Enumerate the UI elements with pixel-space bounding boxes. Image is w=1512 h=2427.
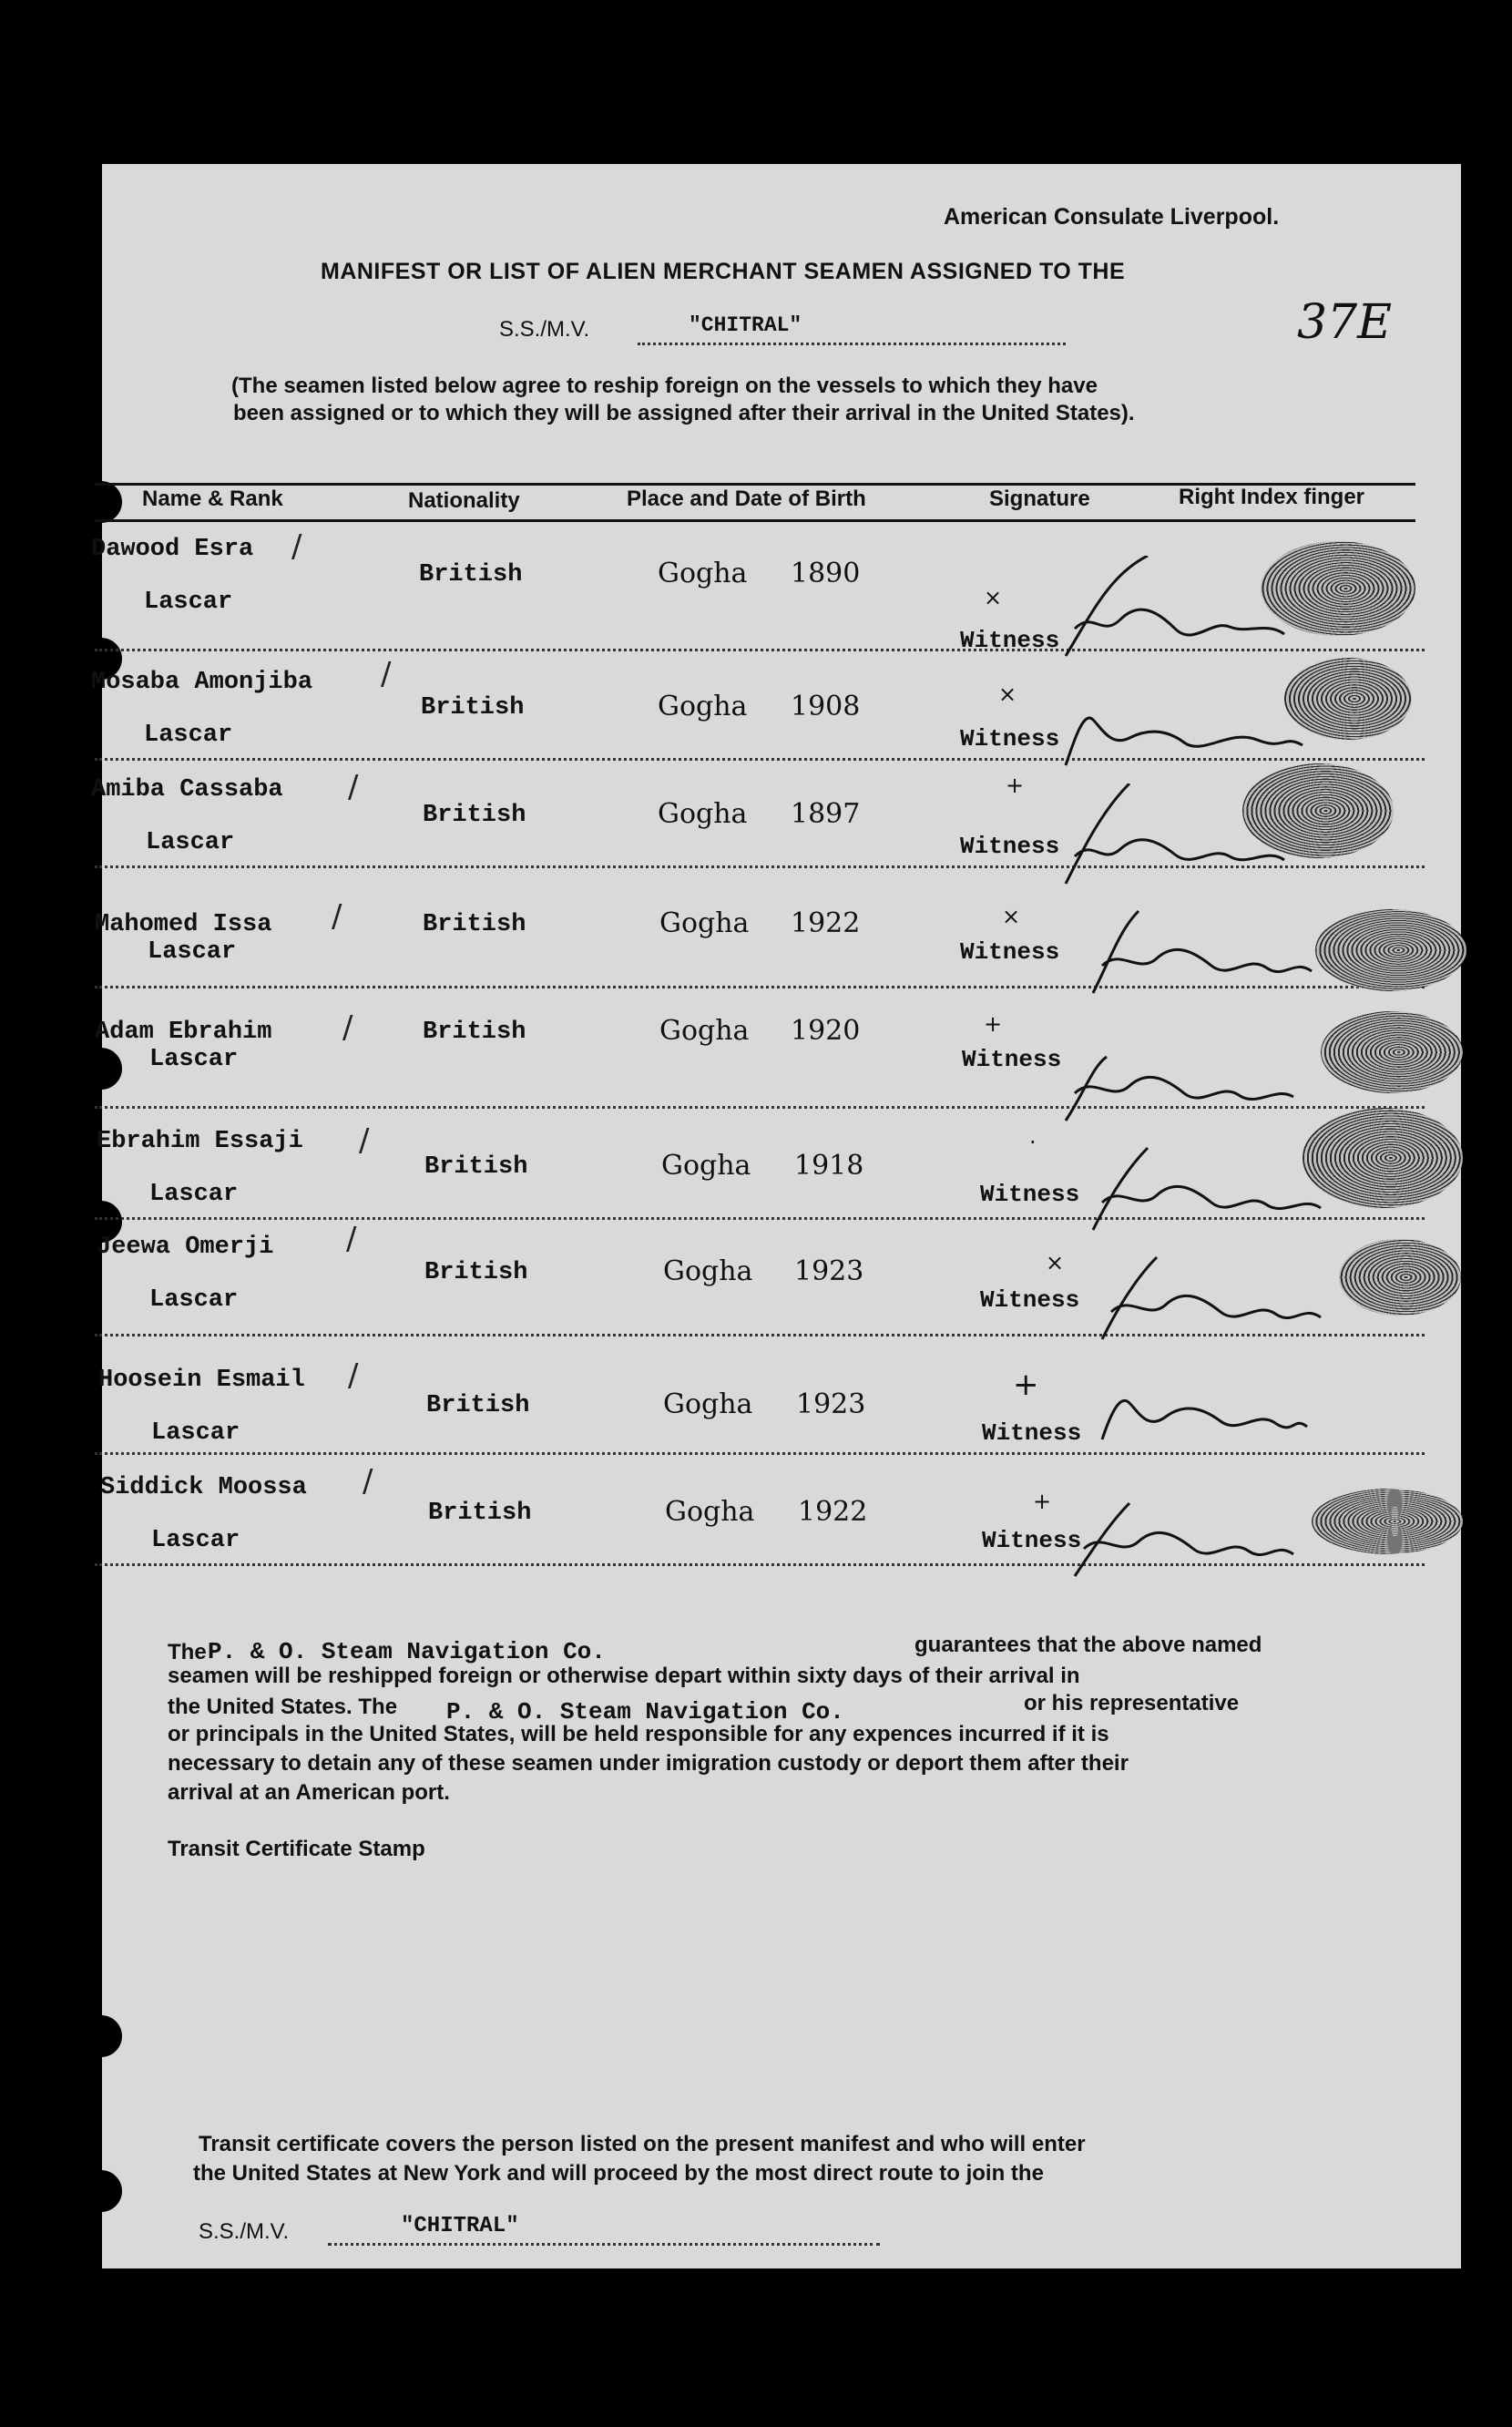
witness-label: Witness <box>980 1181 1080 1208</box>
cross-mark: + <box>1033 1489 1052 1514</box>
witness-signature <box>1057 1029 1303 1130</box>
witness-signature <box>1093 1248 1330 1348</box>
guarantee-line5: necessary to detain any of these seamen under imigration custody or deport them after their <box>168 1751 1129 1776</box>
transit-ship-label: S.S./M.V. <box>199 2219 290 2244</box>
seaman-name: Adam Ebrahim <box>95 1019 272 1046</box>
col-birth: Place and Date of Birth <box>627 486 866 511</box>
check-mark: / <box>348 1357 359 1394</box>
seaman-rank: Lascar <box>144 722 233 749</box>
witness-label: Witness <box>982 1419 1082 1447</box>
fingerprint-image <box>1339 1239 1461 1316</box>
cross-mark: × <box>984 585 1003 610</box>
seaman-name: Mahomed Issa <box>95 911 272 938</box>
witness-label: Witness <box>960 833 1060 860</box>
birth-year: 1918 <box>794 1150 864 1182</box>
birth-place: Gogha <box>663 1255 753 1287</box>
birth-year: 1923 <box>794 1255 864 1287</box>
seaman-name: Dawood Esra <box>91 536 254 563</box>
birth-place: Gogha <box>665 1496 755 1528</box>
punch-hole <box>80 481 122 523</box>
witness-signature <box>1093 1367 1312 1449</box>
fingerprint-image <box>1315 909 1466 991</box>
cross-mark: × <box>998 681 1017 707</box>
guarantee-line3a: the United States. The <box>168 1695 398 1719</box>
ship-name: "CHITRAL" <box>689 313 802 337</box>
fingerprint-image <box>1261 541 1415 636</box>
birth-year: 1920 <box>791 1015 861 1047</box>
witness-label: Witness <box>980 1286 1080 1314</box>
witness-label: Witness <box>960 627 1060 654</box>
col-nationality: Nationality <box>408 488 520 513</box>
seaman-rank: Lascar <box>149 1046 239 1073</box>
seaman-rank: Lascar <box>149 1286 239 1314</box>
seaman-nationality: British <box>423 911 526 938</box>
seaman-nationality: British <box>428 1500 532 1527</box>
seaman-rank: Lascar <box>151 1527 240 1554</box>
col-name-rank: Name & Rank <box>142 486 283 511</box>
cross-mark: × <box>1002 904 1021 929</box>
ship-label: S.S./M.V. <box>499 317 590 342</box>
fingerprint-image <box>1321 1011 1463 1093</box>
birth-year: 1922 <box>798 1496 868 1528</box>
seaman-rank: Lascar <box>151 1419 240 1447</box>
check-mark: / <box>346 1221 357 1257</box>
check-mark: / <box>291 528 302 565</box>
seaman-nationality: British <box>424 1259 528 1286</box>
check-mark: / <box>342 1009 353 1046</box>
birth-place: Gogha <box>658 798 748 830</box>
check-mark: / <box>332 898 342 935</box>
check-mark: / <box>359 1122 370 1159</box>
page-mark: 37E <box>1297 295 1393 350</box>
seaman-nationality: British <box>426 1392 530 1419</box>
witness-signature <box>1084 1139 1330 1239</box>
seaman-name: Ebrahim Essaji <box>97 1128 303 1155</box>
seaman-name: Amiba Cassaba <box>91 776 283 804</box>
punch-hole <box>80 2170 122 2212</box>
transit-stamp-label: Transit Certificate Stamp <box>168 1837 425 1861</box>
witness-signature <box>1038 556 1303 665</box>
header-rule-bottom <box>95 519 1415 522</box>
seaman-rank: Lascar <box>149 1181 239 1208</box>
seaman-nationality: British <box>419 561 523 589</box>
birth-place: Gogha <box>658 558 748 589</box>
punch-hole <box>80 1048 122 1090</box>
seaman-nationality: British <box>423 802 526 829</box>
seaman-name: Siddick Moossa <box>100 1474 307 1501</box>
row-divider <box>95 1452 1425 1455</box>
note-line-1: (The seamen listed below agree to reship foreign on the vessels to which they have <box>231 374 1098 398</box>
witness-signature <box>1084 902 1321 1002</box>
birth-year: 1890 <box>791 558 861 589</box>
birth-year: 1923 <box>796 1388 866 1420</box>
guarantee-the: The <box>168 1640 207 1664</box>
witness-label: Witness <box>982 1527 1082 1554</box>
transit-line2: the United States at New York and will proceed by the most direct route to join the <box>193 2161 1044 2186</box>
seaman-name: Jeewa Omerji <box>97 1234 274 1261</box>
guarantee-line1: guarantees that the above named <box>914 1633 1262 1657</box>
col-signature: Signature <box>989 486 1090 511</box>
birth-place: Gogha <box>658 691 748 722</box>
fingerprint-image <box>1312 1489 1463 1554</box>
birth-year: 1908 <box>791 691 861 722</box>
guarantee-line4: or principals in the United States, will be held responsible for any expences incurred if it is <box>168 1722 1109 1746</box>
seaman-nationality: British <box>423 1019 526 1046</box>
seaman-nationality: British <box>421 694 525 722</box>
check-mark: / <box>381 656 392 692</box>
guarantee-line3-company: P. & O. Steam Navigation Co. <box>446 1698 844 1726</box>
fingerprint-image <box>1303 1108 1463 1208</box>
ship-name-line <box>638 343 1066 345</box>
seaman-rank: Lascar <box>146 829 235 856</box>
birth-year: 1897 <box>791 798 861 830</box>
fingerprint-image <box>1242 763 1394 858</box>
guarantee-company: P. & O. Steam Navigation Co. <box>208 1638 606 1665</box>
check-mark: / <box>363 1463 373 1500</box>
birth-year: 1922 <box>791 907 861 939</box>
seaman-name: Hoosein Esmail <box>98 1367 305 1394</box>
cross-mark: + <box>1013 1367 1039 1403</box>
cross-mark: × <box>1046 1250 1065 1275</box>
fingerprint-image <box>1284 658 1412 740</box>
note-line-2: been assigned or to which they will be assigned after their arrival in the United States). <box>233 401 1135 425</box>
guarantee-line2: seamen will be reshipped foreign or otherwise depart within sixty days of their arrival in <box>168 1664 1080 1688</box>
seaman-name: Mosaba Amonjiba <box>91 669 313 696</box>
cross-mark: + <box>1006 773 1025 798</box>
guarantee-line6: arrival at an American port. <box>168 1780 450 1805</box>
birth-place: Gogha <box>659 1015 750 1047</box>
birth-place: Gogha <box>659 907 750 939</box>
cross-mark: · <box>1029 1130 1037 1155</box>
witness-signature <box>1066 1485 1303 1585</box>
col-finger: Right Index finger <box>1179 485 1364 509</box>
consulate-label: American Consulate Liverpool. <box>944 204 1280 230</box>
seaman-rank: Lascar <box>148 938 237 966</box>
witness-signature <box>1057 701 1312 774</box>
cross-mark: + <box>984 1011 1003 1037</box>
seaman-rank: Lascar <box>144 589 233 616</box>
punch-hole <box>80 2015 122 2057</box>
guarantee-line3b: or his representative <box>1024 1691 1240 1715</box>
page-title: MANIFEST OR LIST OF ALIEN MERCHANT SEAMEN ASSIGNED TO THE <box>321 259 1126 284</box>
check-mark: / <box>348 769 359 805</box>
witness-label: Witness <box>962 1046 1062 1073</box>
birth-place: Gogha <box>663 1388 753 1420</box>
birth-place: Gogha <box>661 1150 751 1182</box>
witness-label: Witness <box>960 725 1060 753</box>
transit-line1: Transit certificate covers the person listed on the present manifest and who will enter <box>199 2132 1086 2156</box>
witness-label: Witness <box>960 938 1060 966</box>
transit-ship-name: "CHITRAL" <box>401 2214 519 2238</box>
seaman-nationality: British <box>424 1153 528 1181</box>
transit-ship-line <box>328 2243 880 2246</box>
